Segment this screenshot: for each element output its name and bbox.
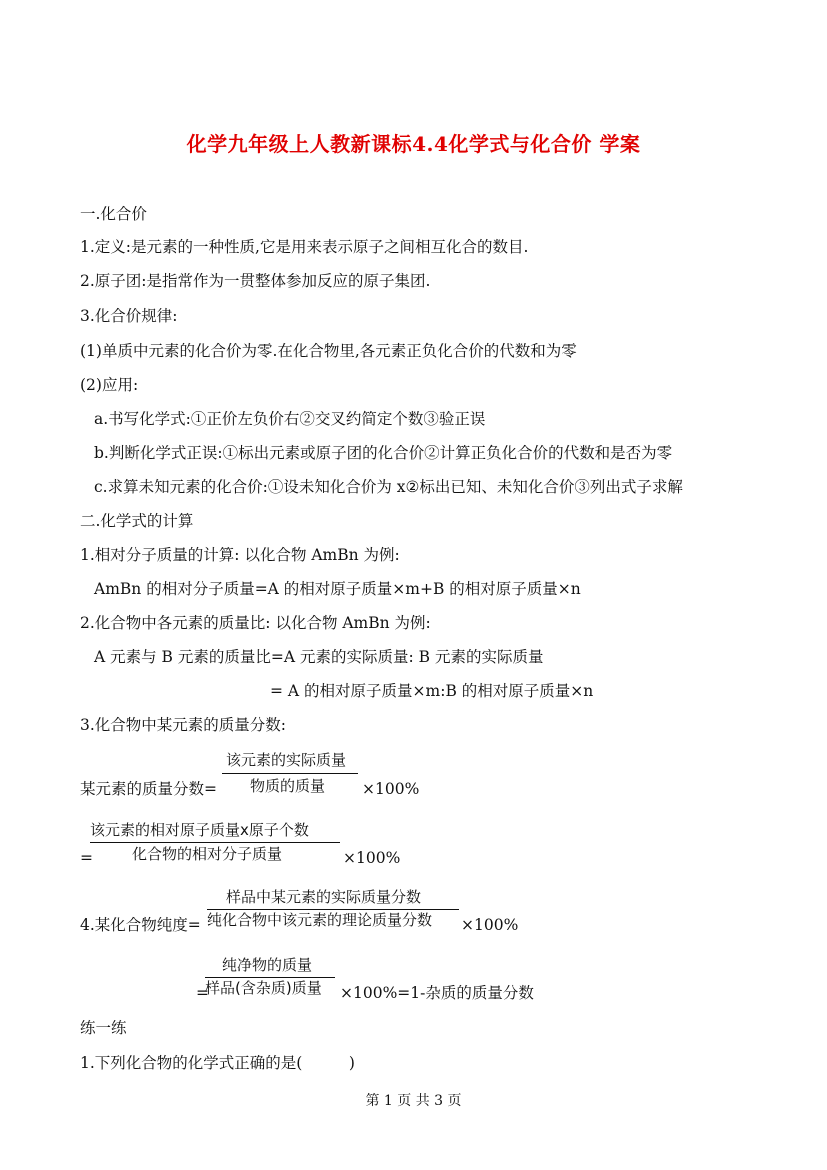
formula1-numerator: 该元素的实际质量 <box>226 751 347 769</box>
formula2-bar <box>90 842 340 843</box>
formula1-bar <box>222 773 358 774</box>
atomic-group-line: 2.原子团:是指常作为一贯整体参加反应的原子集团. <box>80 272 431 290</box>
valence-rules-line: 3.化合价规律: <box>80 307 178 325</box>
mass-ratio-formula: A 元素与 B 元素的质量比=A 元素的实际质量: B 元素的实际质量 <box>94 648 544 666</box>
rule-2-line: (2)应用: <box>80 376 139 394</box>
formula3-suffix: ×100% <box>461 916 519 934</box>
formula4-suffix: ×100%=1-杂质的质量分数 <box>340 984 534 1002</box>
molecular-mass-line: 1.相对分子质量的计算: 以化合物 AmBn 为例: <box>80 546 400 564</box>
practice-heading: 练一练 <box>80 1019 127 1037</box>
formula4-denominator: 样品(含杂质)质量 <box>205 979 322 997</box>
rule-1-line: (1)单质中元素的化合价为零.在化合物里,各元素正负化合价的代数和为零 <box>80 342 577 360</box>
formula2-suffix: ×100% <box>343 849 401 867</box>
mass-ratio-line: 2.化合物中各元素的质量比: 以化合物 AmBn 为例: <box>80 614 431 632</box>
formula3-prefix: 4.某化合物纯度= <box>80 916 201 934</box>
formula1-prefix: 某元素的质量分数= <box>80 780 217 798</box>
formula2-denominator: 化合物的相对分子质量 <box>132 845 283 863</box>
application-b-line: b.判断化学式正误:①标出元素或原子团的化合价②计算正负化合价的代数和是否为零 <box>94 444 673 462</box>
question-1: 1.下列化合物的化学式正确的是( ) <box>80 1054 355 1072</box>
definition-line: 1.定义:是元素的一种性质,它是用来表示原子之间相互化合的数目. <box>80 238 529 256</box>
section-heading-valence: 一.化合价 <box>80 205 147 223</box>
formula2-prefix: = <box>80 849 93 867</box>
page-footer: 第 1 页 共 3 页 <box>365 1093 462 1109</box>
page-title: 化学九年级上人教新课标4.4化学式与化合价 学案 <box>186 132 641 156</box>
application-c-line: c.求算未知元素的化合价:①设未知化合价为 x②标出已知、未知化合价③列出式子求解 <box>94 478 683 496</box>
molecular-mass-formula: AmBn 的相对分子质量=A 的相对原子质量×m+B 的相对原子质量×n <box>94 580 581 598</box>
formula4-numerator: 纯净物的质量 <box>222 956 313 974</box>
mass-ratio-formula-2: = A 的相对原子质量×m:B 的相对原子质量×n <box>270 682 594 700</box>
section-heading-calc: 二.化学式的计算 <box>80 512 194 530</box>
formula4-prefix: = <box>196 984 209 1002</box>
formula3-denominator: 纯化合物中该元素的理论质量分数 <box>207 911 433 929</box>
formula2-numerator: 该元素的相对原子质量x原子个数 <box>90 821 309 839</box>
application-a-line: a.书写化学式:①正价左负价右②交叉约简定个数③验正误 <box>94 410 486 428</box>
formula1-suffix: ×100% <box>362 780 420 798</box>
mass-fraction-line: 3.化合物中某元素的质量分数: <box>80 716 287 734</box>
formula3-numerator: 样品中某元素的实际质量分数 <box>226 888 422 906</box>
formula1-denominator: 物质的质量 <box>250 777 326 795</box>
